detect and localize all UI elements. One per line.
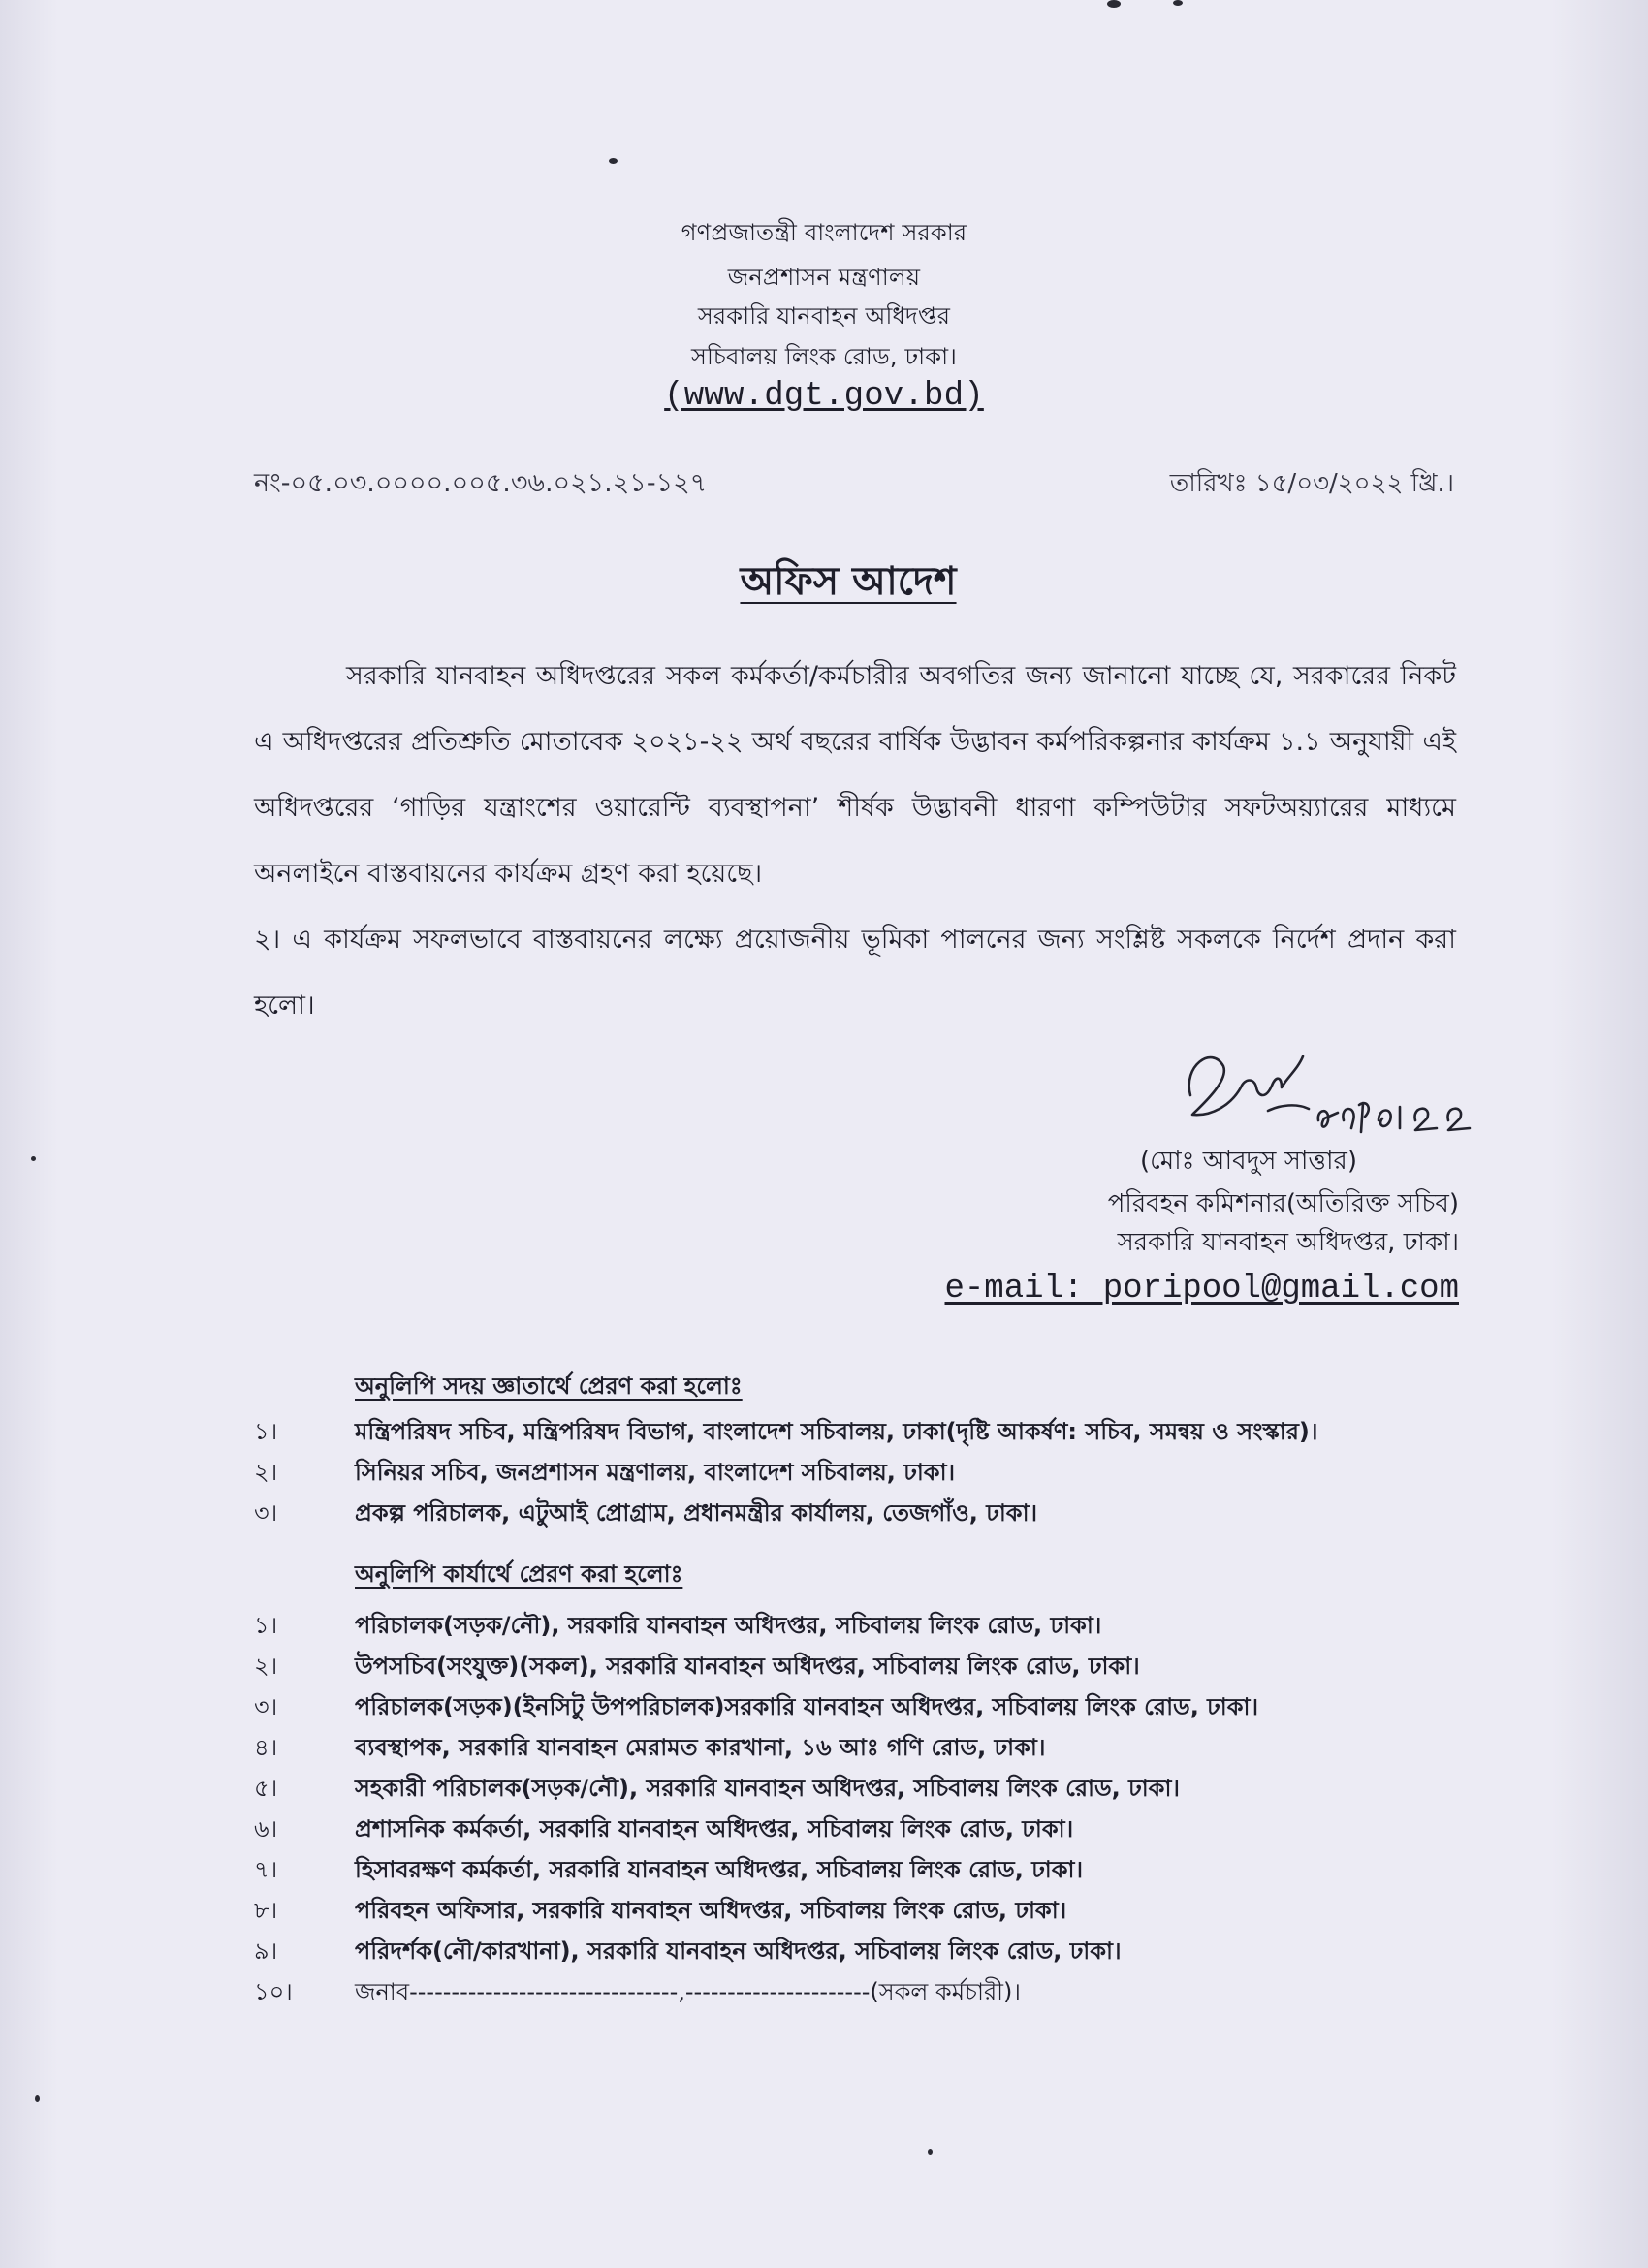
list-item-number: ১। bbox=[254, 1612, 278, 1639]
list-item bbox=[254, 1411, 1514, 1452]
list-item-number: ৬। bbox=[254, 1815, 278, 1843]
list-item bbox=[254, 1849, 1514, 1890]
signatory-designation: পরিবহন কমিশনার(অতিরিক্ত সচিব) bbox=[1107, 1189, 1459, 1218]
list-item-number: ১। bbox=[254, 1418, 278, 1445]
signatory-name: (মোঃ আবদুস সাত্তার) bbox=[1140, 1147, 1357, 1176]
memo-number: নং-০৫.০৩.০০০০.০০৫.৩৬.০২১.২১-১২৭ bbox=[254, 468, 708, 498]
list-item-text: মন্ত্রিপরিষদ সচিব, মন্ত্রিপরিষদ বিভাগ, বাংলাদেশ সচিবালয়, ঢাকা(দৃষ্টি আকর্ষণ: সচিব, সমন্বয় ও সংস্কার)। bbox=[355, 1418, 1318, 1445]
list-item-text: পরিচালক(সড়ক)(ইনসিটু উপপরিচালক)সরকারি যানবাহন অধিদপ্তর, সচিবালয় লিংক রোড, ঢাকা। bbox=[355, 1693, 1259, 1720]
list-item-number: ৫। bbox=[254, 1775, 278, 1802]
header-department: সরকারি যানবাহন অধিদপ্তর bbox=[697, 302, 951, 330]
list-item bbox=[254, 1890, 1514, 1931]
scan-speck bbox=[31, 1156, 36, 1161]
list-item-number: ৪। bbox=[254, 1734, 278, 1761]
cc-info-heading: অনুলিপি সদয় জ্ঞাতার্থে প্রেরণ করা হলোঃ bbox=[355, 1372, 743, 1400]
list-item-number: ৯। bbox=[254, 1937, 278, 1965]
list-item bbox=[254, 1452, 1514, 1493]
memo-date: তারিখঃ ১৫/০৩/২০২২ খ্রি.। bbox=[1169, 469, 1454, 498]
list-item-number: ৮। bbox=[254, 1897, 278, 1924]
list-item-text: প্রকল্প পরিচালক, এটুআই প্রোগ্রাম, প্রধানমন্ত্রীর কার্যালয়, তেজগাঁও, ঢাকা। bbox=[355, 1499, 1038, 1527]
list-item bbox=[254, 1605, 1514, 1646]
list-item-number: ৩। bbox=[254, 1693, 278, 1720]
list-item-text: উপসচিব(সংযুক্ত)(সকল), সরকারি যানবাহন অধিদপ্তর, সচিবালয় লিংক রোড, ঢাকা। bbox=[355, 1653, 1140, 1680]
list-item-number: ২। bbox=[254, 1459, 278, 1486]
page-title: অফিস আদেশ bbox=[740, 559, 957, 604]
scan-speck bbox=[35, 2095, 40, 2102]
header-website[interactable]: (www.dgt.gov.bd) bbox=[664, 378, 984, 415]
list-item-text: পরিচালক(সড়ক/নৌ), সরকারি যানবাহন অধিদপ্তর, সচিবালয় লিংক রোড, ঢাকা। bbox=[355, 1612, 1102, 1639]
list-item bbox=[254, 1727, 1514, 1768]
cc-action-list bbox=[254, 1605, 1514, 2012]
list-item-text: হিসাবরক্ষণ কর্মকর্তা, সরকারি যানবাহন অধিদপ্তর, সচিবালয় লিংক রোড, ঢাকা। bbox=[355, 1856, 1084, 1883]
list-item-text: পরিদর্শক(নৌ/কারখানা), সরকারি যানবাহন অধিদপ্তর, সচিবালয় লিংক রোড, ঢাকা। bbox=[355, 1937, 1122, 1965]
list-item bbox=[254, 1646, 1514, 1686]
list-item bbox=[254, 1686, 1514, 1727]
scan-speck bbox=[1107, 0, 1121, 8]
list-item-text: জনাব--------------------------------,----------------------(সকল কর্মচারী)। bbox=[355, 1978, 1021, 2005]
header-government: গণপ্রজাতন্ত্রী বাংলাদেশ সরকার bbox=[681, 219, 967, 246]
cc-action-heading: অনুলিপি কার্যার্থে প্রেরণ করা হলোঃ bbox=[355, 1560, 683, 1588]
list-item bbox=[254, 1809, 1514, 1849]
list-item-number: ৩। bbox=[254, 1499, 278, 1527]
body-paragraph-1: সরকারি যানবাহন অধিদপ্তরের সকল কর্মকর্তা/কর্মচারীর অবগতির জন্য জানানো যাচ্ছে যে, সরকারের নিকট এ অধিদপ্তরের প্রতিশ্রুতি মোতাবেক ২০২১-২২ অর্থ বছরের বার্ষিক উদ্ভাবন কর্মপরিকল্পনার কার্যক্রম ১.১ অনুযায়ী এই অধিদপ্তরের ‘গাড়ির যন্ত্রাংশের ওয়ারেন্টি ব্যবস্থাপনা’ শীর্ষক উদ্ভাবনী ধারণা কম্পিউটার সফটঅয়্যারের মাধ্যমে অনলাইনে বাস্তবায়নের কার্যক্রম গ্রহণ করা হয়েছে। bbox=[254, 661, 1456, 889]
list-item-text: সিনিয়র সচিব, জনপ্রশাসন মন্ত্রণালয়, বাংলাদেশ সচিবালয়, ঢাকা। bbox=[355, 1459, 956, 1486]
body-paragraph-2: ২। এ কার্যক্রম সফলভাবে বাস্তবায়নের লক্ষ্যে প্রয়োজনীয় ভূমিকা পালনের জন্য সংশ্লিষ্ট সকলকে নির্দেশ প্রদান করা হলো। bbox=[254, 925, 1456, 1021]
list-item-text: সহকারী পরিচালক(সড়ক/নৌ), সরকারি যানবাহন অধিদপ্তর, সচিবালয় লিংক রোড, ঢাকা। bbox=[355, 1775, 1181, 1802]
cc-info-list bbox=[254, 1411, 1514, 1533]
scan-speck bbox=[609, 158, 618, 164]
signatory-office: সরকারি যানবাহন অধিদপ্তর, ঢাকা। bbox=[1117, 1228, 1459, 1257]
list-item-text: ব্যবস্থাপক, সরকারি যানবাহন মেরামত কারখানা, ১৬ আঃ গণি রোড, ঢাকা। bbox=[355, 1734, 1046, 1761]
list-item bbox=[254, 1768, 1514, 1809]
header-address: সচিবালয় লিংক রোড, ঢাকা। bbox=[690, 343, 958, 370]
header-ministry: জনপ্রশাসন মন্ত্রণালয় bbox=[727, 264, 921, 291]
list-item bbox=[254, 1931, 1514, 1971]
list-item-number: ১০। bbox=[254, 1978, 293, 2005]
list-item bbox=[254, 1493, 1514, 1533]
list-item-text: প্রশাসনিক কর্মকর্তা, সরকারি যানবাহন অধিদপ্তর, সচিবালয় লিংক রোড, ঢাকা। bbox=[355, 1815, 1074, 1843]
list-item-text: পরিবহন অফিসার, সরকারি যানবাহন অধিদপ্তর, সচিবালয় লিংক রোড, ঢাকা। bbox=[355, 1897, 1067, 1924]
handwritten-signature bbox=[1173, 1027, 1483, 1153]
list-item-number: ২। bbox=[254, 1653, 278, 1680]
signatory-email[interactable]: e-mail: poripool@gmail.com bbox=[944, 1271, 1459, 1307]
list-item bbox=[254, 1971, 1514, 2012]
scan-speck bbox=[1173, 0, 1183, 6]
scan-speck bbox=[928, 2149, 933, 2155]
list-item-number: ৭। bbox=[254, 1856, 278, 1883]
